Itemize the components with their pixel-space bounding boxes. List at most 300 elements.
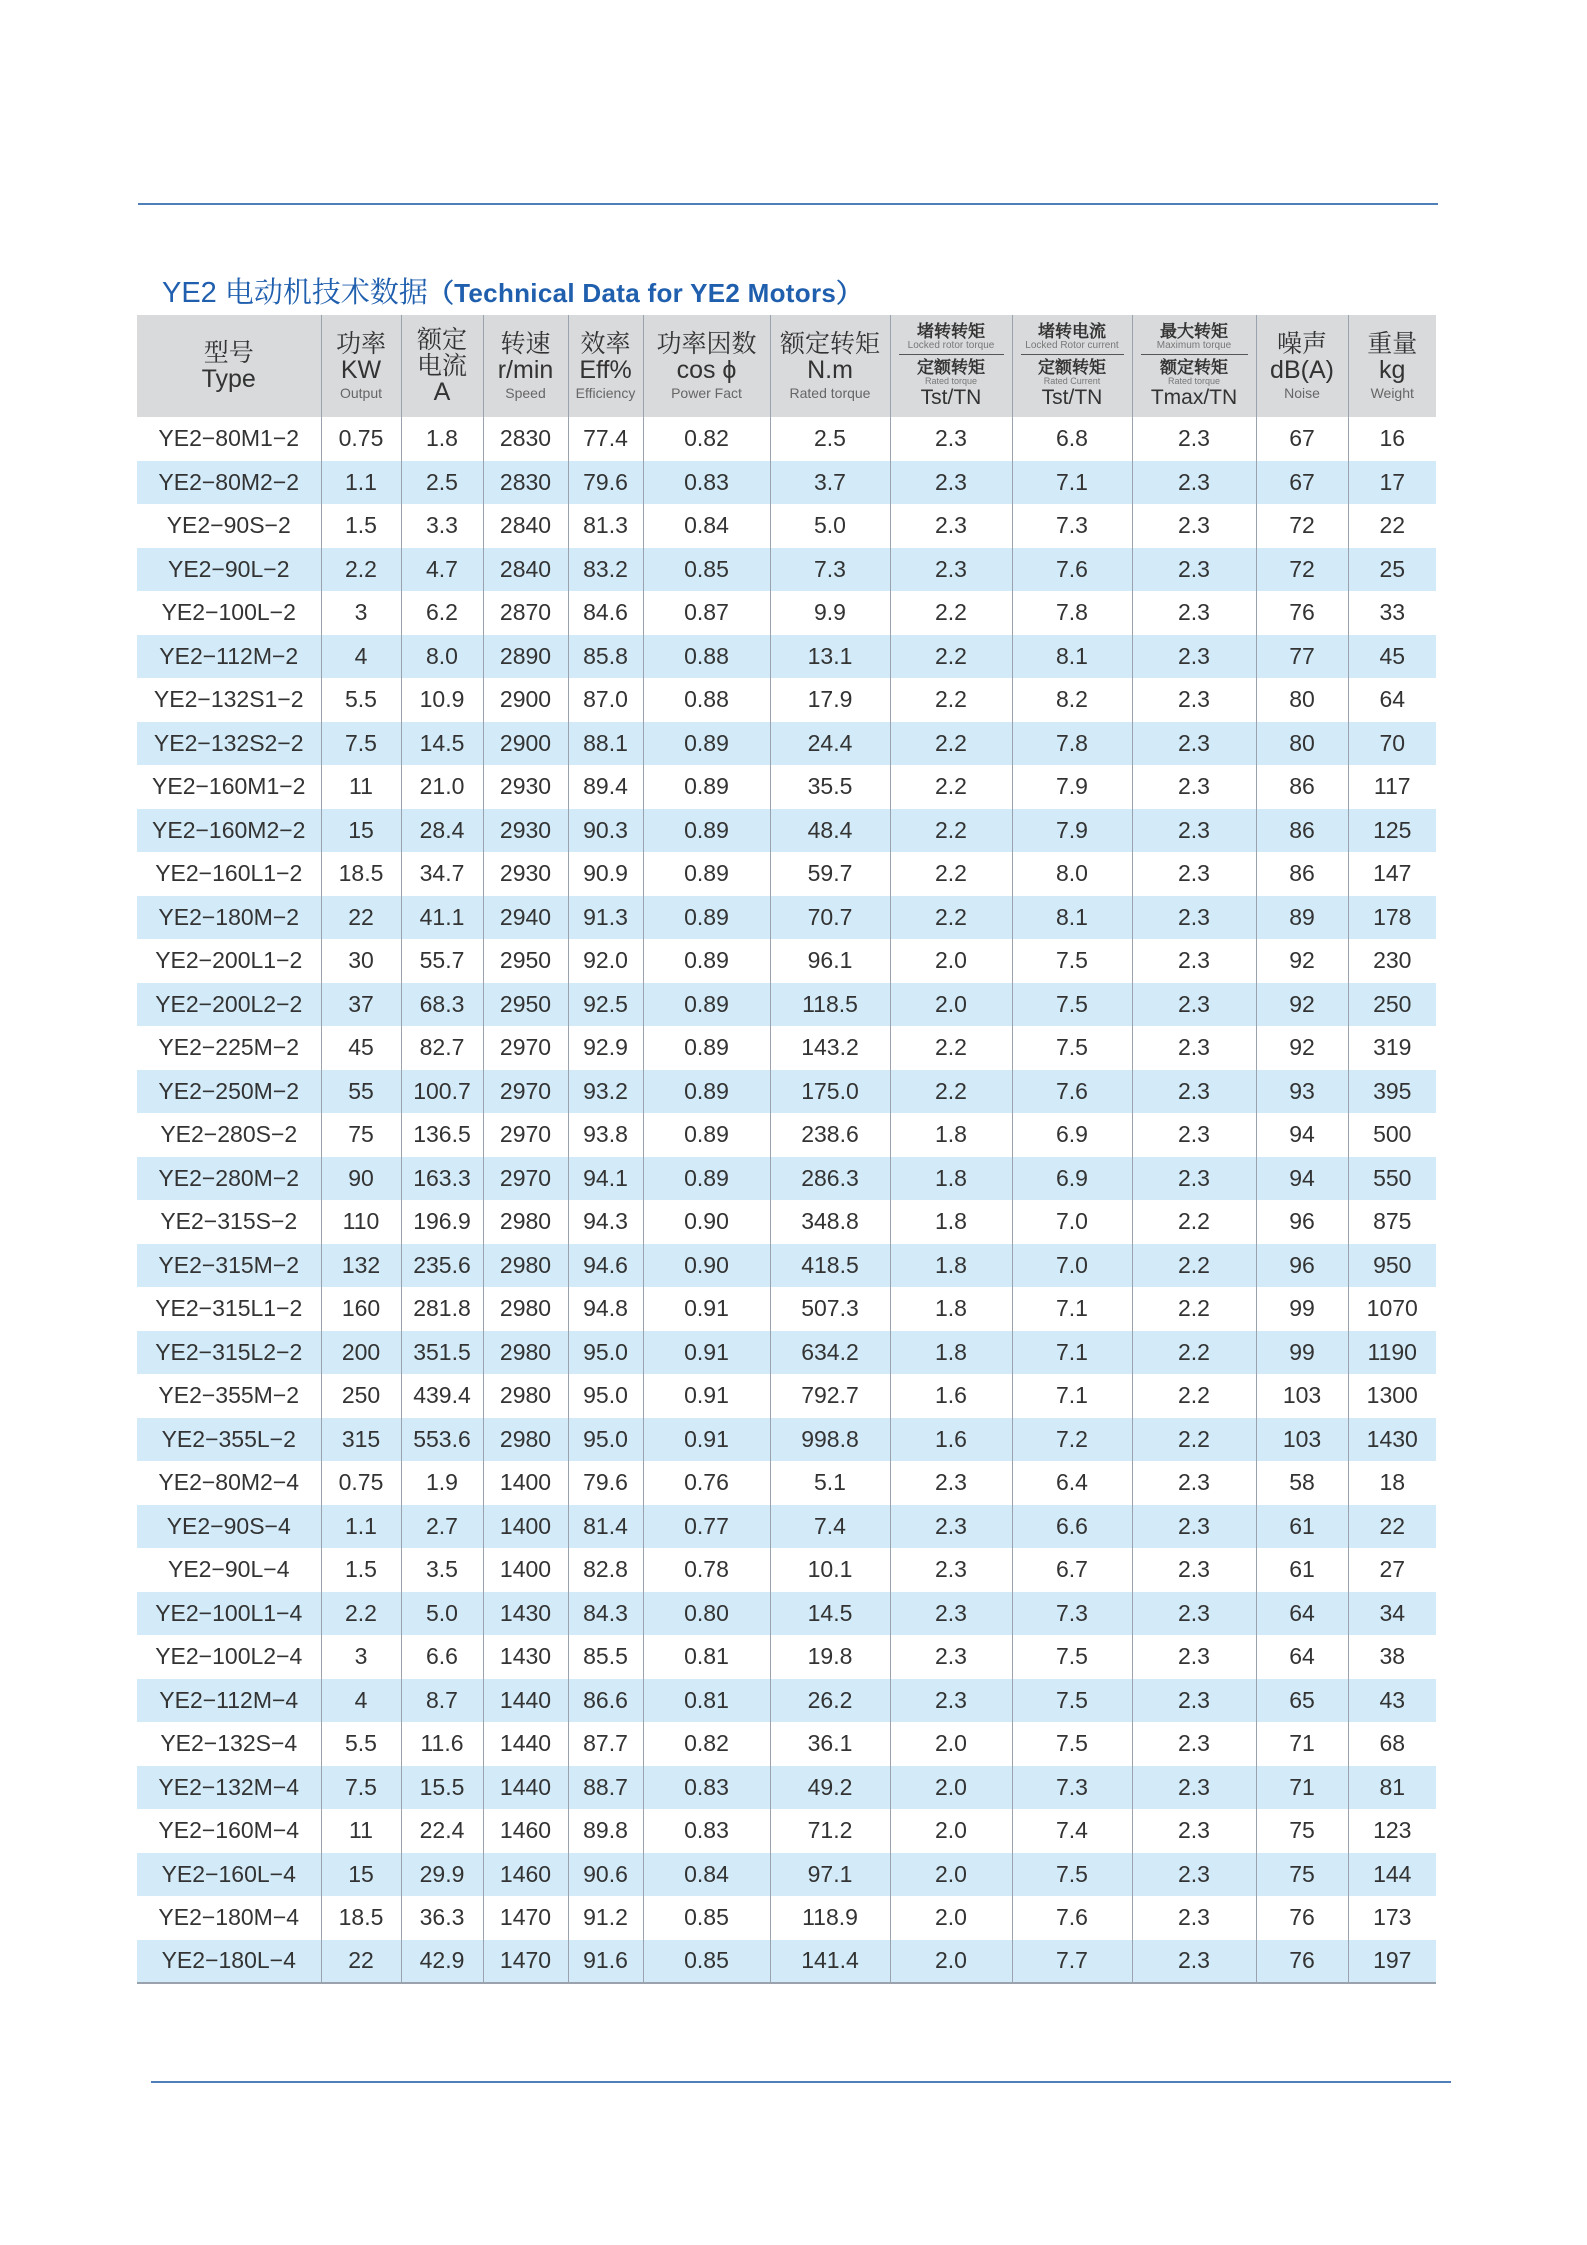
cell-ist-in: 7.2	[1012, 1418, 1132, 1462]
cell-current-a: 235.6	[401, 1244, 483, 1288]
cell-type: YE2−250M−2	[158, 1077, 300, 1104]
table-row	[137, 1548, 1436, 1592]
cell-rated-torque: 49.2	[770, 1766, 890, 1810]
cell-efficiency: 94.6	[568, 1244, 643, 1288]
cell-current-a: 34.7	[401, 852, 483, 896]
cell-tst-tn: 2.0	[890, 1853, 1012, 1897]
cell-efficiency: 87.0	[568, 678, 643, 722]
cell-current-a: 4.7	[401, 548, 483, 592]
cell-power-factor: 0.82	[643, 417, 770, 461]
cell-tmax-tn: 2.3	[1132, 1026, 1256, 1070]
cell-noise-db: 92	[1256, 1026, 1348, 1070]
cell-noise-db: 92	[1256, 939, 1348, 983]
cell-speed-rpm: 1470	[483, 1896, 568, 1940]
cell-speed-rpm: 2870	[483, 591, 568, 635]
cell-power-factor: 0.91	[643, 1374, 770, 1418]
cell-type: YE2−160M1−2	[152, 773, 306, 800]
cell-output-kw: 1.5	[321, 1548, 401, 1592]
cell-type: YE2−100L2−4	[155, 1643, 303, 1670]
cell-ist-in: 7.1	[1012, 1287, 1132, 1331]
cell-current-a: 1.8	[401, 417, 483, 461]
cell-tst-tn: 2.2	[890, 635, 1012, 679]
cell-rated-torque: 418.5	[770, 1244, 890, 1288]
cell-speed-rpm: 1430	[483, 1635, 568, 1679]
cell-weight-kg: 250	[1348, 983, 1436, 1027]
cell-noise-db: 99	[1256, 1287, 1348, 1331]
cell-rated-torque: 26.2	[770, 1679, 890, 1723]
cell-ist-in: 8.1	[1012, 635, 1132, 679]
cell-tst-tn: 1.8	[890, 1287, 1012, 1331]
cell-weight-kg: 25	[1348, 548, 1436, 592]
cell-current-a: 1.9	[401, 1461, 483, 1505]
cell-speed-rpm: 2930	[483, 852, 568, 896]
table-row	[137, 1722, 1436, 1766]
cell-tst-tn: 2.2	[890, 1026, 1012, 1070]
cell-type: YE2−80M2−2	[158, 468, 300, 495]
cell-type: YE2−132S−4	[160, 1730, 298, 1757]
cell-power-factor: 0.85	[643, 548, 770, 592]
cell-noise-db: 71	[1256, 1722, 1348, 1766]
cell-rated-torque: 10.1	[770, 1548, 890, 1592]
cell-ist-in: 7.5	[1012, 939, 1132, 983]
cell-speed-rpm: 1430	[483, 1592, 568, 1636]
cell-ist-in: 7.6	[1012, 1896, 1132, 1940]
cell-current-a: 8.7	[401, 1679, 483, 1723]
table-row	[137, 765, 1436, 809]
cell-power-factor: 0.84	[643, 1853, 770, 1897]
cell-tst-tn: 1.6	[890, 1418, 1012, 1462]
cell-type: YE2−112M−2	[159, 642, 299, 669]
cell-rated-torque: 7.4	[770, 1505, 890, 1549]
cell-type: YE2−200L1−2	[155, 947, 303, 974]
cell-tmax-tn: 2.3	[1132, 765, 1256, 809]
cell-speed-rpm: 2970	[483, 1026, 568, 1070]
table-row	[137, 1853, 1436, 1897]
cell-noise-db: 93	[1256, 1070, 1348, 1114]
cell-tmax-tn: 2.3	[1132, 1809, 1256, 1853]
cell-noise-db: 89	[1256, 896, 1348, 940]
cell-speed-rpm: 1440	[483, 1679, 568, 1723]
cell-type: YE2−200L2−2	[155, 990, 303, 1017]
cell-weight-kg: 125	[1348, 809, 1436, 853]
cell-efficiency: 84.3	[568, 1592, 643, 1636]
cell-rated-torque: 5.1	[770, 1461, 890, 1505]
cell-power-factor: 0.78	[643, 1548, 770, 1592]
table-row	[137, 896, 1436, 940]
cell-output-kw: 250	[321, 1374, 401, 1418]
cell-speed-rpm: 2930	[483, 765, 568, 809]
cell-output-kw: 5.5	[321, 1722, 401, 1766]
cell-noise-db: 72	[1256, 504, 1348, 548]
cell-rated-torque: 998.8	[770, 1418, 890, 1462]
cell-tst-tn: 2.0	[890, 1722, 1012, 1766]
cell-power-factor: 0.88	[643, 678, 770, 722]
cell-rated-torque: 36.1	[770, 1722, 890, 1766]
cell-output-kw: 11	[321, 765, 401, 809]
cell-ist-in: 8.1	[1012, 896, 1132, 940]
cell-output-kw: 5.5	[321, 678, 401, 722]
cell-type: YE2−132S1−2	[153, 686, 304, 713]
cell-efficiency: 86.6	[568, 1679, 643, 1723]
cell-tst-tn: 1.8	[890, 1244, 1012, 1288]
cell-weight-kg: 123	[1348, 1809, 1436, 1853]
cell-type: YE2−80M1−2	[158, 425, 300, 452]
cell-current-a: 8.0	[401, 635, 483, 679]
cell-output-kw: 75	[321, 1113, 401, 1157]
cell-speed-rpm: 2950	[483, 983, 568, 1027]
cell-tmax-tn: 2.3	[1132, 504, 1256, 548]
cell-tst-tn: 2.3	[890, 1461, 1012, 1505]
cell-tst-tn: 2.0	[890, 1809, 1012, 1853]
cell-ist-in: 7.8	[1012, 591, 1132, 635]
table-row	[137, 417, 1436, 461]
table-row	[137, 852, 1436, 896]
cell-type: YE2−90L−4	[167, 1556, 290, 1583]
cell-rated-torque: 24.4	[770, 722, 890, 766]
cell-type: YE2−132M−4	[158, 1773, 300, 1800]
cell-output-kw: 45	[321, 1026, 401, 1070]
cell-type: YE2−315M−2	[158, 1251, 300, 1278]
cell-current-a: 82.7	[401, 1026, 483, 1070]
cell-tst-tn: 1.8	[890, 1200, 1012, 1244]
cell-ist-in: 7.7	[1012, 1940, 1132, 1984]
cell-type: YE2−112M−4	[159, 1686, 299, 1713]
cell-tmax-tn: 2.3	[1132, 1505, 1256, 1549]
cell-current-a: 281.8	[401, 1287, 483, 1331]
cell-ist-in: 6.4	[1012, 1461, 1132, 1505]
col-header-maximum-torque: 最大转矩 Maximum torque 额定转矩 Rated torque Tmax/TN	[1132, 315, 1256, 417]
cell-rated-torque: 17.9	[770, 678, 890, 722]
cell-current-a: 42.9	[401, 1940, 483, 1984]
title-cn: YE2 电动机技术数据	[162, 277, 428, 309]
cell-noise-db: 76	[1256, 591, 1348, 635]
cell-tst-tn: 2.2	[890, 896, 1012, 940]
cell-speed-rpm: 2980	[483, 1200, 568, 1244]
cell-noise-db: 92	[1256, 983, 1348, 1027]
cell-efficiency: 92.9	[568, 1026, 643, 1070]
cell-noise-db: 64	[1256, 1592, 1348, 1636]
cell-type: YE2−315S−2	[160, 1208, 298, 1235]
cell-type: YE2−315L1−2	[155, 1295, 303, 1322]
cell-weight-kg: 64	[1348, 678, 1436, 722]
cell-power-factor: 0.89	[643, 765, 770, 809]
cell-tst-tn: 2.0	[890, 1896, 1012, 1940]
cell-speed-rpm: 2950	[483, 939, 568, 983]
cell-speed-rpm: 1440	[483, 1766, 568, 1810]
cell-ist-in: 8.0	[1012, 852, 1132, 896]
table-row	[137, 504, 1436, 548]
cell-rated-torque: 286.3	[770, 1157, 890, 1201]
cell-ist-in: 7.5	[1012, 983, 1132, 1027]
table-row	[137, 591, 1436, 635]
cell-output-kw: 200	[321, 1331, 401, 1375]
cell-weight-kg: 173	[1348, 1896, 1436, 1940]
table-row	[137, 1374, 1436, 1418]
cell-tmax-tn: 2.3	[1132, 417, 1256, 461]
cell-tmax-tn: 2.3	[1132, 1113, 1256, 1157]
cell-tmax-tn: 2.2	[1132, 1374, 1256, 1418]
cell-speed-rpm: 1460	[483, 1809, 568, 1853]
cell-noise-db: 94	[1256, 1113, 1348, 1157]
table-body	[137, 417, 1436, 1983]
cell-efficiency: 91.3	[568, 896, 643, 940]
cell-weight-kg: 319	[1348, 1026, 1436, 1070]
cell-tst-tn: 2.2	[890, 809, 1012, 853]
cell-current-a: 10.9	[401, 678, 483, 722]
cell-type: YE2−280M−2	[158, 1164, 300, 1191]
cell-speed-rpm: 2830	[483, 417, 568, 461]
cell-rated-torque: 634.2	[770, 1331, 890, 1375]
cell-weight-kg: 117	[1348, 765, 1436, 809]
cell-power-factor: 0.89	[643, 939, 770, 983]
cell-ist-in: 7.5	[1012, 1635, 1132, 1679]
cell-weight-kg: 178	[1348, 896, 1436, 940]
cell-noise-db: 103	[1256, 1418, 1348, 1462]
table-row	[137, 1418, 1436, 1462]
cell-weight-kg: 395	[1348, 1070, 1436, 1114]
cell-ist-in: 7.6	[1012, 548, 1132, 592]
cell-type: YE2−160L−4	[161, 1860, 296, 1887]
cell-power-factor: 0.85	[643, 1896, 770, 1940]
cell-tst-tn: 2.2	[890, 765, 1012, 809]
col-header-efficiency: 效率 Eff% Efficiency	[568, 315, 643, 417]
cell-tst-tn: 2.0	[890, 1766, 1012, 1810]
cell-efficiency: 88.1	[568, 722, 643, 766]
cell-power-factor: 0.89	[643, 896, 770, 940]
cell-speed-rpm: 2980	[483, 1331, 568, 1375]
cell-tmax-tn: 2.3	[1132, 1679, 1256, 1723]
cell-tmax-tn: 2.3	[1132, 1940, 1256, 1984]
col-header-power-factor: 功率因数 cos ϕ Power Fact	[643, 315, 770, 417]
cell-rated-torque: 175.0	[770, 1070, 890, 1114]
cell-noise-db: 65	[1256, 1679, 1348, 1723]
cell-weight-kg: 33	[1348, 591, 1436, 635]
cell-output-kw: 11	[321, 1809, 401, 1853]
cell-current-a: 29.9	[401, 1853, 483, 1897]
cell-ist-in: 7.5	[1012, 1679, 1132, 1723]
cell-rated-torque: 238.6	[770, 1113, 890, 1157]
cell-noise-db: 61	[1256, 1505, 1348, 1549]
cell-noise-db: 75	[1256, 1853, 1348, 1897]
cell-weight-kg: 17	[1348, 461, 1436, 505]
cell-weight-kg: 1300	[1348, 1374, 1436, 1418]
cell-noise-db: 67	[1256, 461, 1348, 505]
cell-noise-db: 71	[1256, 1766, 1348, 1810]
cell-tst-tn: 1.6	[890, 1374, 1012, 1418]
cell-output-kw: 90	[321, 1157, 401, 1201]
cell-speed-rpm: 2890	[483, 635, 568, 679]
cell-tmax-tn: 2.3	[1132, 1853, 1256, 1897]
cell-tmax-tn: 2.3	[1132, 1592, 1256, 1636]
cell-rated-torque: 9.9	[770, 591, 890, 635]
table-row	[137, 1331, 1436, 1375]
cell-weight-kg: 81	[1348, 1766, 1436, 1810]
cell-tst-tn: 2.3	[890, 504, 1012, 548]
col-header-rated-torque: 额定转矩 N.m Rated torque	[770, 315, 890, 417]
cell-noise-db: 103	[1256, 1374, 1348, 1418]
cell-power-factor: 0.83	[643, 461, 770, 505]
cell-current-a: 14.5	[401, 722, 483, 766]
cell-ist-in: 7.3	[1012, 1592, 1132, 1636]
cell-power-factor: 0.89	[643, 722, 770, 766]
cell-ist-in: 6.9	[1012, 1113, 1132, 1157]
cell-power-factor: 0.89	[643, 809, 770, 853]
cell-power-factor: 0.89	[643, 1157, 770, 1201]
cell-power-factor: 0.91	[643, 1331, 770, 1375]
table-row	[137, 548, 1436, 592]
page-title	[162, 270, 862, 311]
table-row	[137, 809, 1436, 853]
cell-power-factor: 0.90	[643, 1244, 770, 1288]
cell-rated-torque: 3.7	[770, 461, 890, 505]
cell-efficiency: 91.2	[568, 1896, 643, 1940]
cell-rated-torque: 118.5	[770, 983, 890, 1027]
col-header-locked-rotor-torque: 堵转转矩 Locked rotor torque 定额转矩 Rated torque Tst/TN	[890, 315, 1012, 417]
cell-ist-in: 7.1	[1012, 1331, 1132, 1375]
cell-tmax-tn: 2.3	[1132, 1070, 1256, 1114]
cell-output-kw: 30	[321, 939, 401, 983]
cell-tst-tn: 1.8	[890, 1331, 1012, 1375]
cell-efficiency: 79.6	[568, 461, 643, 505]
cell-tst-tn: 2.2	[890, 852, 1012, 896]
cell-current-a: 55.7	[401, 939, 483, 983]
cell-tst-tn: 2.3	[890, 1505, 1012, 1549]
cell-speed-rpm: 2980	[483, 1418, 568, 1462]
col-header-current: 额定 电流 A	[401, 315, 483, 417]
cell-power-factor: 0.87	[643, 591, 770, 635]
cell-rated-torque: 13.1	[770, 635, 890, 679]
cell-output-kw: 2.2	[321, 1592, 401, 1636]
cell-noise-db: 76	[1256, 1940, 1348, 1984]
cell-tmax-tn: 2.3	[1132, 1766, 1256, 1810]
cell-efficiency: 95.0	[568, 1331, 643, 1375]
cell-output-kw: 315	[321, 1418, 401, 1462]
cell-speed-rpm: 1460	[483, 1853, 568, 1897]
cell-noise-db: 94	[1256, 1157, 1348, 1201]
cell-efficiency: 87.7	[568, 1722, 643, 1766]
cell-ist-in: 6.6	[1012, 1505, 1132, 1549]
cell-tst-tn: 2.2	[890, 722, 1012, 766]
cell-noise-db: 64	[1256, 1635, 1348, 1679]
cell-weight-kg: 22	[1348, 504, 1436, 548]
table-row	[137, 1200, 1436, 1244]
cell-efficiency: 93.8	[568, 1113, 643, 1157]
cell-current-a: 15.5	[401, 1766, 483, 1810]
cell-output-kw: 1.1	[321, 1505, 401, 1549]
cell-speed-rpm: 1440	[483, 1722, 568, 1766]
cell-type: YE2−132S2−2	[153, 729, 304, 756]
cell-current-a: 21.0	[401, 765, 483, 809]
cell-weight-kg: 144	[1348, 1853, 1436, 1897]
cell-current-a: 3.5	[401, 1548, 483, 1592]
cell-tst-tn: 2.3	[890, 417, 1012, 461]
cell-rated-torque: 19.8	[770, 1635, 890, 1679]
cell-ist-in: 7.8	[1012, 722, 1132, 766]
cell-output-kw: 7.5	[321, 1766, 401, 1810]
cell-efficiency: 84.6	[568, 591, 643, 635]
cell-power-factor: 0.89	[643, 1113, 770, 1157]
cell-type: YE2−160L1−2	[155, 860, 303, 887]
cell-tst-tn: 2.3	[890, 1679, 1012, 1723]
cell-weight-kg: 1070	[1348, 1287, 1436, 1331]
cell-speed-rpm: 2930	[483, 809, 568, 853]
cell-type: YE2−180M−2	[158, 903, 300, 930]
cell-current-a: 439.4	[401, 1374, 483, 1418]
cell-tmax-tn: 2.3	[1132, 1635, 1256, 1679]
cell-noise-db: 86	[1256, 809, 1348, 853]
cell-speed-rpm: 1400	[483, 1548, 568, 1592]
cell-ist-in: 7.5	[1012, 1026, 1132, 1070]
cell-rated-torque: 5.0	[770, 504, 890, 548]
cell-ist-in: 7.5	[1012, 1853, 1132, 1897]
cell-type: YE2−355M−2	[158, 1382, 300, 1409]
table-row	[137, 1244, 1436, 1288]
cell-tst-tn: 2.3	[890, 1548, 1012, 1592]
cell-tst-tn: 2.2	[890, 678, 1012, 722]
cell-tst-tn: 1.8	[890, 1157, 1012, 1201]
cell-output-kw: 15	[321, 809, 401, 853]
cell-ist-in: 7.0	[1012, 1200, 1132, 1244]
cell-rated-torque: 2.5	[770, 417, 890, 461]
cell-current-a: 36.3	[401, 1896, 483, 1940]
table-row	[137, 1940, 1436, 1984]
cell-speed-rpm: 2970	[483, 1157, 568, 1201]
cell-efficiency: 85.5	[568, 1635, 643, 1679]
cell-weight-kg: 950	[1348, 1244, 1436, 1288]
title-en: （Technical Data for YE2 Motors）	[427, 278, 863, 308]
col-header-locked-rotor-current: 堵转电流 Locked Rotor current 定额转矩 Rated Current Tst/TN	[1012, 315, 1132, 417]
cell-speed-rpm: 2980	[483, 1287, 568, 1331]
cell-power-factor: 0.91	[643, 1418, 770, 1462]
cell-efficiency: 92.5	[568, 983, 643, 1027]
cell-ist-in: 6.7	[1012, 1548, 1132, 1592]
cell-weight-kg: 27	[1348, 1548, 1436, 1592]
cell-tmax-tn: 2.3	[1132, 591, 1256, 635]
cell-speed-rpm: 2840	[483, 548, 568, 592]
cell-rated-torque: 48.4	[770, 809, 890, 853]
cell-efficiency: 77.4	[568, 417, 643, 461]
cell-efficiency: 90.3	[568, 809, 643, 853]
cell-noise-db: 80	[1256, 678, 1348, 722]
cell-output-kw: 37	[321, 983, 401, 1027]
cell-noise-db: 99	[1256, 1331, 1348, 1375]
cell-weight-kg: 22	[1348, 1505, 1436, 1549]
cell-speed-rpm: 2840	[483, 504, 568, 548]
cell-noise-db: 76	[1256, 1896, 1348, 1940]
cell-noise-db: 61	[1256, 1548, 1348, 1592]
cell-weight-kg: 147	[1348, 852, 1436, 896]
cell-tmax-tn: 2.2	[1132, 1244, 1256, 1288]
cell-output-kw: 55	[321, 1070, 401, 1114]
cell-noise-db: 75	[1256, 1809, 1348, 1853]
cell-output-kw: 22	[321, 1940, 401, 1984]
cell-ist-in: 7.1	[1012, 1374, 1132, 1418]
cell-tmax-tn: 2.3	[1132, 1722, 1256, 1766]
cell-tmax-tn: 2.2	[1132, 1331, 1256, 1375]
cell-efficiency: 94.8	[568, 1287, 643, 1331]
cell-rated-torque: 143.2	[770, 1026, 890, 1070]
table-row	[137, 1157, 1436, 1201]
cell-tmax-tn: 2.3	[1132, 809, 1256, 853]
cell-type: YE2−315L2−2	[155, 1338, 303, 1365]
cell-speed-rpm: 1400	[483, 1461, 568, 1505]
cell-power-factor: 0.88	[643, 635, 770, 679]
cell-noise-db: 80	[1256, 722, 1348, 766]
cell-power-factor: 0.89	[643, 1070, 770, 1114]
cell-type: YE2−160M−4	[158, 1817, 300, 1844]
cell-tst-tn: 2.3	[890, 548, 1012, 592]
col-header-speed: 转速 r/min Speed	[483, 315, 568, 417]
